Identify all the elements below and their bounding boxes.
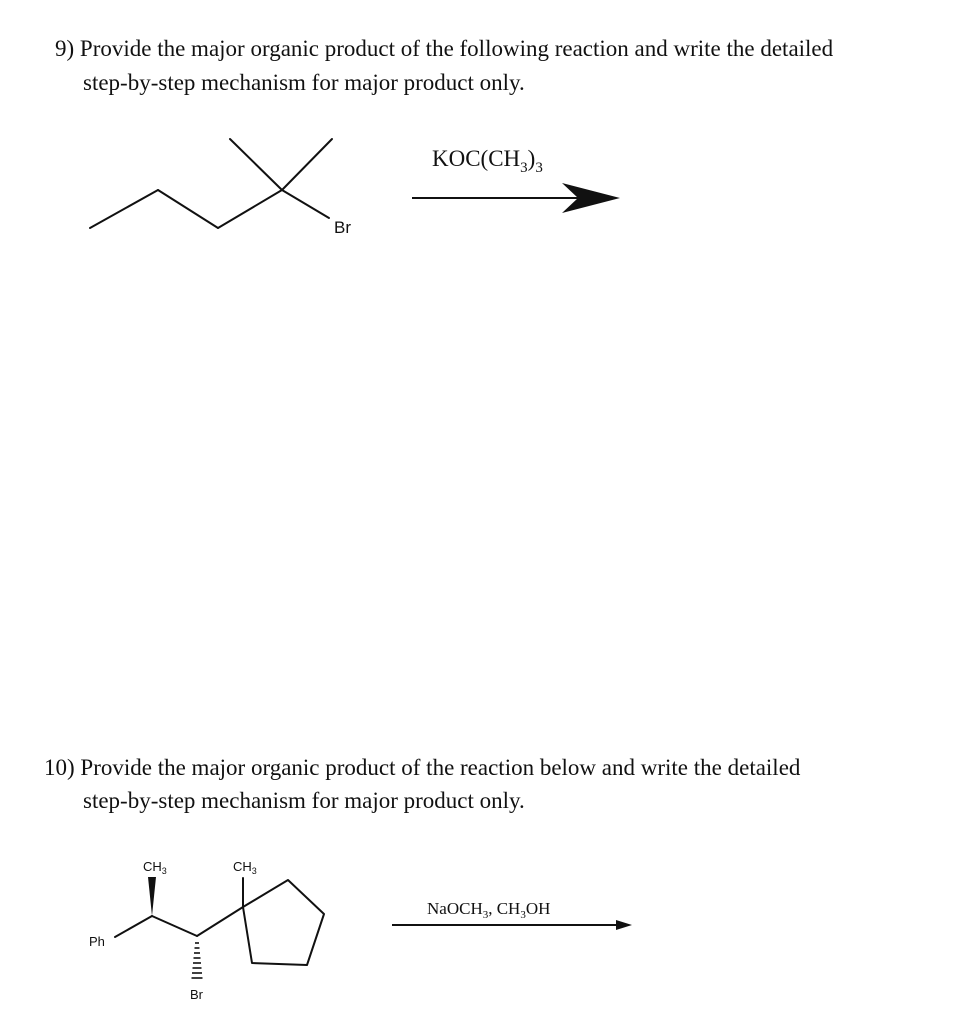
bromine-label: Br xyxy=(190,987,203,1002)
hashed-bond xyxy=(192,943,203,978)
reactant-10-structure xyxy=(115,878,324,965)
bromine-label: Br xyxy=(334,218,351,237)
reagent-9: $KOC(CH_3)_3$ xyxy=(432,146,543,176)
methyl-label-left: $CH_3$ xyxy=(143,859,167,876)
question-10-line-2: step-by-step mechanism for major product only. xyxy=(83,788,525,813)
bond xyxy=(152,916,197,936)
question-9-line-2: step-by-step mechanism for major product only. xyxy=(83,70,525,95)
methyl-label-right: $CH_3$ xyxy=(233,859,257,876)
wedge-bond xyxy=(148,877,156,916)
question-10-line-1: 10) Provide the major organic product of the reaction below and write the detailed xyxy=(44,755,801,780)
phenyl-label: Ph xyxy=(89,934,105,949)
question-9-line-1: 9) Provide the major organic product of the following reaction and write the detailed xyxy=(55,36,834,61)
cyclopentane-ring xyxy=(243,880,324,965)
bond xyxy=(115,916,152,937)
bond xyxy=(197,907,243,936)
reagent-10: NaOCH$_3$, $CH_3OH$ xyxy=(427,899,551,921)
reaction-arrow-10 xyxy=(392,920,632,930)
